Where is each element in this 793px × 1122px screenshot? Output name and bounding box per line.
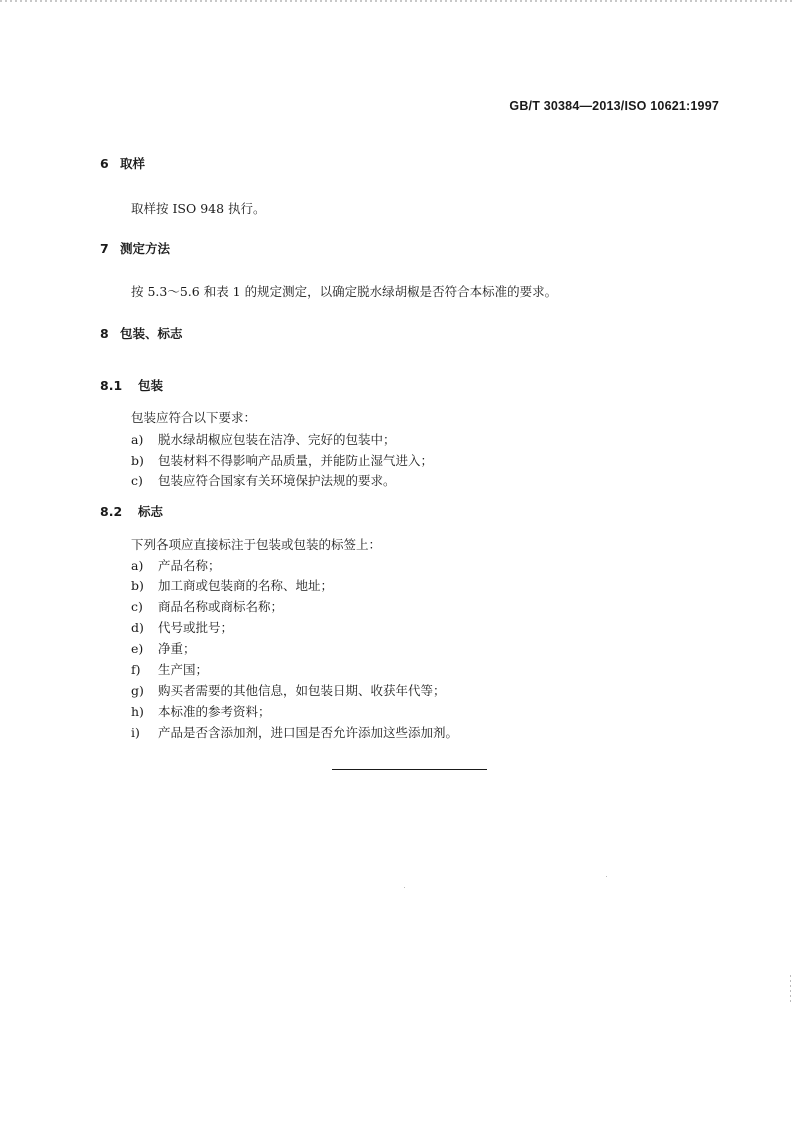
standard-code-header: GB/T 30384—2013/ISO 10621:1997 bbox=[509, 99, 719, 113]
section-title: 测定方法 bbox=[120, 241, 171, 256]
section-8-heading bbox=[100, 324, 183, 342]
section-number: 8.1 bbox=[100, 378, 123, 393]
list-item bbox=[131, 681, 446, 699]
list-item-text: 代号或批号； bbox=[158, 620, 234, 635]
list-marker: c) bbox=[131, 599, 143, 614]
list-item-text: 加工商或包装商的名称、地址； bbox=[158, 578, 334, 593]
scan-edge-dots bbox=[790, 975, 791, 1005]
list-marker: c) bbox=[131, 473, 143, 488]
section-8-2-heading bbox=[100, 502, 163, 520]
list-item-text: 包装应符合国家有关环境保护法规的要求。 bbox=[158, 473, 396, 488]
list-item-text: 产品名称； bbox=[158, 558, 221, 573]
section-7-heading bbox=[100, 239, 170, 257]
section-title: 包装、标志 bbox=[120, 326, 183, 341]
list-item-text: 商品名称或商标名称； bbox=[158, 599, 284, 614]
list-item bbox=[131, 471, 396, 489]
list-item bbox=[131, 430, 396, 448]
section-number: 8.2 bbox=[100, 504, 123, 519]
scan-edge-dots bbox=[0, 0, 793, 2]
section-title: 取样 bbox=[120, 156, 146, 171]
list-item bbox=[131, 639, 196, 657]
list-item bbox=[131, 451, 433, 469]
list-marker: b) bbox=[131, 578, 144, 593]
list-item bbox=[131, 597, 283, 615]
list-marker: g) bbox=[131, 683, 144, 698]
list-item bbox=[131, 618, 233, 636]
list-item bbox=[131, 576, 333, 594]
section-8-1-heading bbox=[100, 376, 163, 394]
list-item bbox=[131, 660, 208, 678]
list-item-text: 包装材料不得影响产品质量，并能防止湿气进入； bbox=[158, 453, 434, 468]
section-6-heading bbox=[100, 154, 145, 172]
list-item-text: 购买者需要的其他信息，如包装日期、收获年代等； bbox=[158, 683, 446, 698]
end-of-standard-rule bbox=[332, 769, 487, 770]
list-marker: a) bbox=[131, 558, 144, 573]
section-8-2-intro: 下列各项应直接标注于包装或包装的标签上： bbox=[131, 537, 382, 552]
list-marker: b) bbox=[131, 453, 144, 468]
scan-speck bbox=[404, 887, 405, 888]
list-item-text: 生产国； bbox=[158, 662, 209, 677]
section-title: 标志 bbox=[138, 504, 164, 519]
list-marker: e) bbox=[131, 641, 144, 656]
list-item bbox=[131, 723, 458, 741]
list-marker: i) bbox=[131, 725, 140, 740]
section-number: 7 bbox=[100, 241, 109, 256]
list-marker: a) bbox=[131, 432, 144, 447]
section-number: 6 bbox=[100, 156, 109, 171]
list-item bbox=[131, 702, 271, 720]
list-item-text: 脱水绿胡椒应包装在洁净、完好的包装中； bbox=[158, 432, 396, 447]
scan-speck bbox=[606, 876, 607, 877]
section-8-1-intro: 包装应符合以下要求： bbox=[131, 410, 257, 425]
list-item-text: 产品是否含添加剂，进口国是否允许添加这些添加剂。 bbox=[158, 725, 459, 740]
list-item-text: 本标准的参考资料； bbox=[158, 704, 271, 719]
list-marker: f) bbox=[131, 662, 141, 677]
section-7-text: 按 5.3～5.6 和表 1 的规定测定，以确定脱水绿胡椒是否符合本标准的要求。 bbox=[131, 284, 558, 299]
section-6-text: 取样按 ISO 948 执行。 bbox=[131, 201, 266, 216]
list-marker: d) bbox=[131, 620, 144, 635]
list-marker: h) bbox=[131, 704, 144, 719]
section-title: 包装 bbox=[138, 378, 164, 393]
section-number: 8 bbox=[100, 326, 109, 341]
list-item bbox=[131, 556, 221, 574]
list-item-text: 净重； bbox=[158, 641, 196, 656]
